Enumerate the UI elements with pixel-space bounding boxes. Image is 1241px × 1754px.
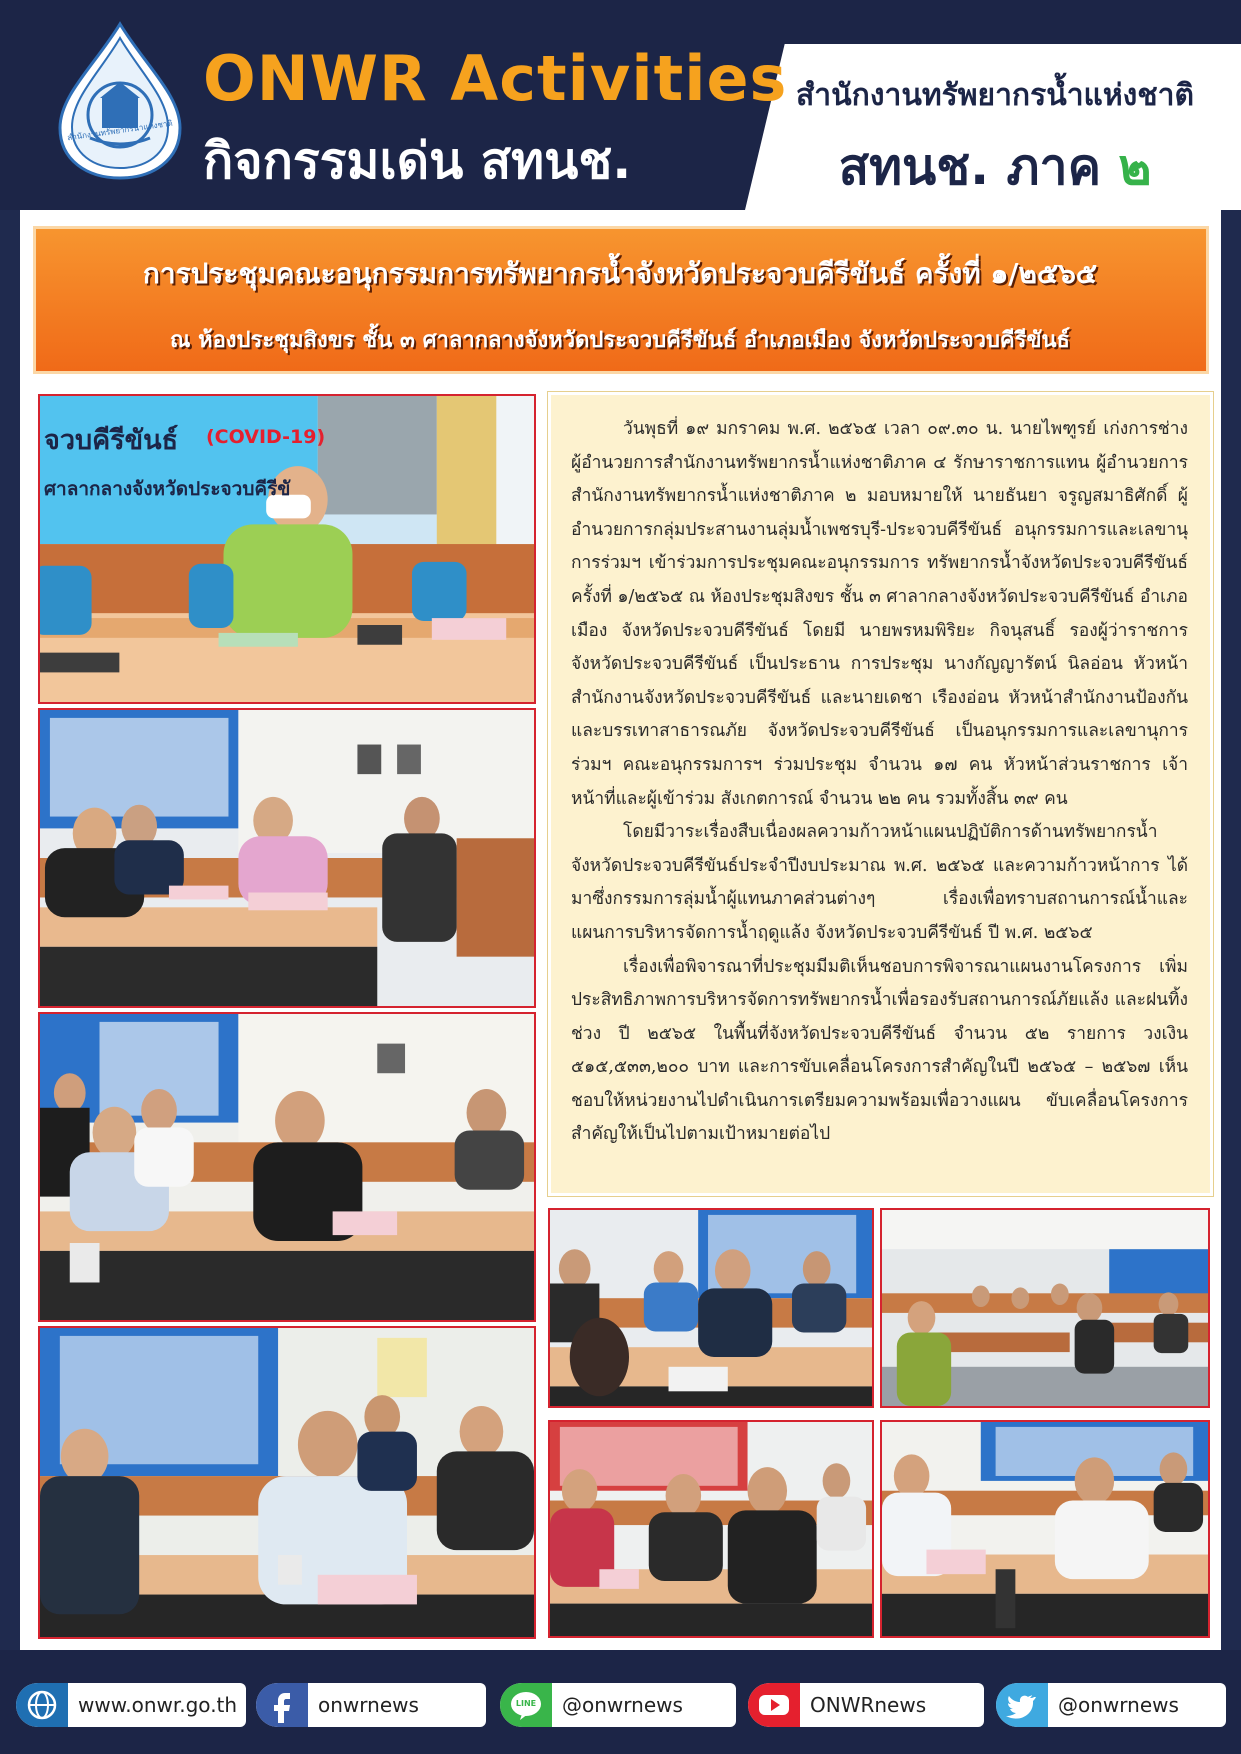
article-paragraph-2: โดยมีวาระเรื่องสืบเนื่องผลความก้าวหน้าแผนปฏิบัติการด้านทรัพยากรน้ำ จังหวัดประจวบคีรีขันธ์ประจำปีงบประมาณ พ.ศ. ๒๕๖๕ และความก้าวหน้าการ ได้มาซึ่งกรรมการลุ่มน้ำผู้แทนภาคส่วนต่างๆ เรื่องเพื่อทราบสถานการณ์น้ำและ แผนการบริหารจัดการน้ำฤดูแล้ง จังหวัดประจวบคีรีขันธ์ ปี พ.ศ. ๒๕๖๕: [571, 822, 1188, 943]
headline: การประชุมคณะอนุกรรมการทรัพยากรน้ำจังหวัดประจวบคีรีขันธ์ ครั้งที่ ๑/๒๕๖๕: [142, 257, 1098, 290]
youtube-icon: [748, 1683, 800, 1727]
facebook-link[interactable]: [256, 1683, 486, 1727]
office-region-number: ๒: [1118, 138, 1152, 196]
facebook-text: onwrnews: [318, 1693, 419, 1717]
office-region-prefix: สทนช. ภาค: [838, 138, 1119, 196]
logo-text: สำนักงานทรัพยากรน้ำแห่งชาติ: [66, 118, 174, 143]
youtube-text: ONWRnews: [810, 1693, 927, 1717]
brand-title-en: ONWR Activities: [203, 42, 788, 115]
article-panel: [548, 392, 1213, 1196]
meeting-photo-5: [548, 1208, 874, 1408]
twitter-link[interactable]: [996, 1683, 1226, 1727]
photo-banner-line1: จวบคีรีขันธ์: [44, 425, 179, 456]
facebook-icon: [256, 1683, 308, 1727]
office-name: สำนักงานทรัพยากรน้ำแห่งชาติ: [796, 78, 1194, 113]
meeting-photo-2: [38, 708, 536, 1008]
brand-title-th: กิจกรรมเด่น สทนช.: [203, 132, 632, 190]
venue-subtitle: ณ ห้องประชุมสิงขร ชั้น ๓ ศาลากลางจังหวัดประจวบคีรีขันธ์ อำเภอเมือง จังหวัดประจวบคีรีขันธ์: [170, 328, 1070, 353]
website-link[interactable]: [16, 1683, 246, 1727]
article-paragraph-3: เรื่องเพื่อพิจารณาที่ประชุมมีมติเห็นชอบการพิจารณาแผนงานโครงการ เพิ่มประสิทธิภาพการบริหารจัดการทรัพยากรน้ำเพื่อรองรับสถานการณ์ภัยแล้ง และฝนทิ้งช่วง ปี ๒๕๖๕ ในพื้นที่จังหวัดประจวบคีรีขันธ์ จำนวน ๕๒ รายการ วงเงิน ๕๑๕,๕๓๓,๒๐๐ บาท และการขับเคลื่อนโครงการสำคัญในปี ๒๕๖๕ – ๒๕๖๗ เห็นชอบให้หน่วยงานไปดำเนินการเตรียมความพร้อมเพื่อวางแผน ขับเคลื่อนโครงการสำคัญให้เป็นไปตามเป้าหมายต่อไป: [571, 956, 1188, 1145]
line-badge-text: LINE: [515, 1699, 537, 1708]
meeting-photo-6: [880, 1208, 1210, 1408]
line-icon: [500, 1683, 552, 1727]
youtube-link[interactable]: [748, 1683, 984, 1727]
line-link[interactable]: [500, 1683, 736, 1727]
office-region: [765, 128, 1225, 207]
twitter-icon: [996, 1683, 1048, 1727]
meeting-photo-8: [880, 1420, 1210, 1638]
meeting-photo-1: [38, 394, 536, 704]
photo-banner-covid: (COVID-19): [206, 426, 326, 448]
photo-banner-line2: ศาลากลางจังหวัดประจวบคีรีขั: [44, 478, 291, 500]
meeting-photo-4: [38, 1326, 536, 1639]
article-paragraph-1: วันพุธที่ ๑๙ มกราคม พ.ศ. ๒๕๖๕ เวลา ๐๙.๓๐ น. นายไพฑูรย์ เก่งการช่าง ผู้อำนวยการสำนักงานทรัพยากรน้ำแห่งชาติภาค ๔ รักษาราชการแทน ผู้อำนวยการสำนักงานทรัพยากรน้ำแห่งชาติภาค ๒ มอบหมายให้ นายธันยา จรูญสมาธิศักดิ์ ผู้อำนวยการกลุ่มประสานงานลุ่มน้ำเพชรบุรี-ประจวบคีรีขันธ์ อนุกรรมการและเลขานุการร่วมฯ เข้าร่วมการประชุมคณะอนุกรรมการ ทรัพยากรน้ำจังหวัดประจวบคีรีขันธ์ ครั้งที่ ๑/๒๕๖๕ ณ ห้องประชุมสิงขร ชั้น ๓ ศาลากลางจังหวัดประจวบคีรีขันธ์ อำเภอเมือง จังหวัดประจวบคีรีขันธ์ โดยมี นายพรหมพิริยะ กิจนุสนธิ์ รองผู้ว่าราชการจังหวัดประจวบคีรีขันธ์ เป็นประธาน การประชุม นางกัญญารัตน์ นิลอ่อน หัวหน้าสำนักงานจังหวัดประจวบคีรีขันธ์ และนายเดชา เรืองอ่อน หัวหน้าสำนักงานป้องกันและบรรเทาสาธารณภัย จังหวัดประจวบคีรีขันธ์ เป็นอนุกรรมการและเลขานุการร่วมฯ คณะอนุกรรมการฯ ร่วมประชุม จำนวน ๑๗ คน หัวหน้าส่วนราชการ เจ้าหน้าที่และผู้เข้าร่วม สังเกตการณ์ จำนวน ๒๒ คน รวมทั้งสิ้น ๓๙ คน: [571, 419, 1188, 809]
onwr-logo-icon: [50, 20, 190, 180]
globe-icon: [16, 1683, 68, 1727]
line-text: @onwrnews: [562, 1693, 683, 1717]
meeting-photo-7: [548, 1420, 874, 1638]
twitter-text: @onwrnews: [1058, 1693, 1179, 1717]
website-text: www.onwr.go.th: [78, 1693, 238, 1717]
meeting-photo-3: [38, 1012, 536, 1322]
